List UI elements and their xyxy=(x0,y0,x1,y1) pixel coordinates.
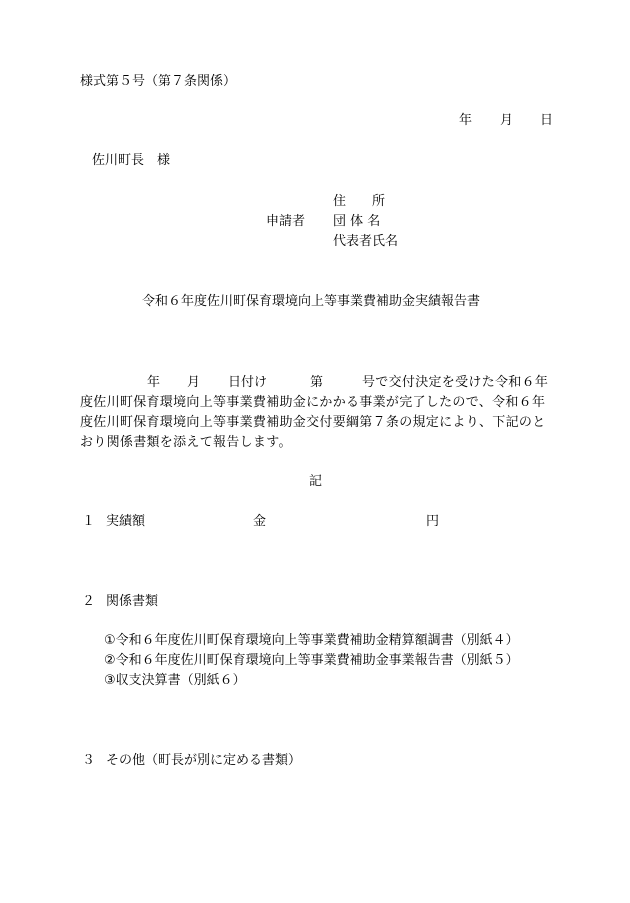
related-document-item: ①令和６年度佐川町保育環境向上等事業費補助金精算額調書（別紙４） xyxy=(104,633,519,648)
addressee: 佐川町長 様 xyxy=(92,153,171,168)
section3-number: ３ xyxy=(82,753,96,768)
section1-kin-label: 金 xyxy=(253,514,267,529)
body-line1-rest: 号で交付決定を受けた令和６年 xyxy=(362,375,549,390)
applicant-org-label: 団 体 名 xyxy=(333,214,381,229)
related-document-item: ②令和６年度佐川町保育環境向上等事業費補助金事業報告書（別紙５） xyxy=(104,653,519,668)
section1-number: １ xyxy=(82,514,96,529)
body-line3: 度佐川町保育環境向上等事業費補助金交付要綱第７条の規定により、下記のと xyxy=(80,415,546,430)
body-year-label: 年 xyxy=(147,375,161,390)
date-day-label: 日 xyxy=(540,113,554,128)
body-month-label: 月 xyxy=(187,375,201,390)
applicant-address-label: 住 所 xyxy=(333,194,386,209)
applicant-rep-label: 代表者氏名 xyxy=(333,234,399,249)
date-month-label: 月 xyxy=(500,113,514,128)
section3-label: その他（町長が別に定める書類） xyxy=(106,753,302,768)
document-title: 令和６年度佐川町保育環境向上等事業費補助金実績報告書 xyxy=(142,294,481,309)
body-no-label: 第 xyxy=(310,375,324,390)
section1-label: 実績額 xyxy=(106,514,146,529)
related-document-item: ③収支決算書（別紙６） xyxy=(104,673,246,688)
section2-label: 関係書類 xyxy=(106,594,159,609)
ki-heading: 記 xyxy=(309,474,323,489)
body-dated-label: 日付け xyxy=(228,375,268,390)
form-label: 様式第５号（第７条関係） xyxy=(80,74,237,89)
date-year-label: 年 xyxy=(459,113,473,128)
section1-yen-label: 円 xyxy=(426,514,440,529)
body-line4: おり関係書類を添えて報告します。 xyxy=(80,435,292,450)
section2-number: ２ xyxy=(82,594,96,609)
applicant-role-label: 申請者 xyxy=(266,214,306,229)
body-line2: 度佐川町保育環境向上等事業費補助金にかかる事業が完了したので、令和６年 xyxy=(80,395,546,410)
